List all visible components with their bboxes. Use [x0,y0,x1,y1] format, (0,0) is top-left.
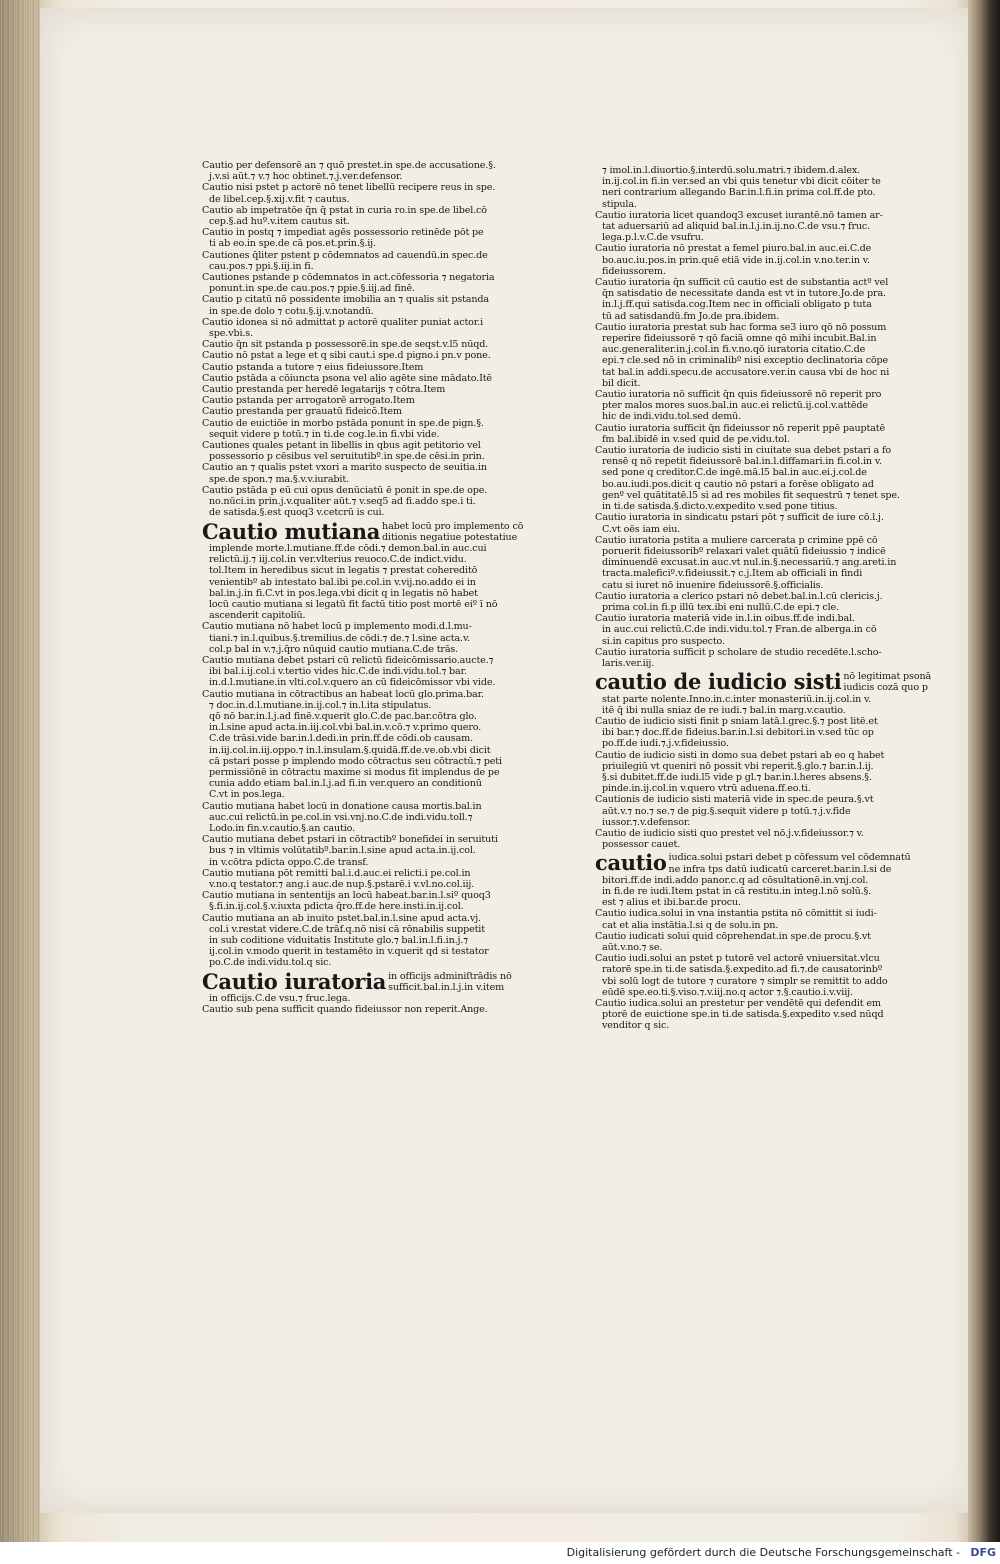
text-line: Cautio an ⁊ qualis pstet vxori a marito suspecto de seuitia.in [202,462,487,474]
text-line: spe.de spon.⁊ ma.§.v.v.iurabit. [209,473,349,485]
text-line: cep.§.ad huº.v.item cautus sit. [209,216,350,228]
text-line: iudica.solui pstari debet p cōfessum vel cōdemnatū [668,852,911,864]
text-line: bil dicit. [602,377,641,389]
text-line: bo.au.iudi.pos.dicit q cautio nō pstari a forēse obligato ad [602,478,874,490]
text-line: Cautio prestanda per grauatū fideicō.Item [202,406,402,418]
text-line: vbi solū logt de tutore ⁊ curatore ⁊ simplr se remittit to addo [602,975,888,987]
text-line: C.vt in pos.lega. [209,789,285,801]
text-line: cunia addo etiam bal.in.l.j.ad fi.in ver.quero an conditionū [209,778,482,790]
text-line: prima col.in fi.p illū tex.ibi eni nullū.C.de epi.⁊ cle. [602,601,839,613]
text-line: auc.generaliter.in.j.col.in fi.v.no.qō iuratoria citatio.C.de [602,344,866,356]
text-line: tol.Item in heredibus sicut in legatis ⁊ prestat cohereditō [209,565,478,577]
text-line: in v.cōtra pdicta oppo.C.de transf. [209,856,369,868]
text-line: de satisda.§.est quoq3 v.cetcrū is cui. [209,507,385,519]
text-line: C.de trāsi.vide bar.in.l.dedi.in prin.ff.de cōdi.ob causam. [209,733,473,745]
text-line: Cautio de iudicio sisti in domo sua debet pstari ab eo q habet [595,749,885,761]
text-line: §.fi.in.ij.col.§.v.iuxta pdicta q̄ro.ff.de here.insti.in.ij.col. [209,901,464,913]
entry-heading-row [202,968,514,994]
text-line: no.nūci.in prin.j.v.qualiter aūt.⁊ v.seq5 ad fi.addo spe.i ti. [209,496,476,508]
text-line: epi.⁊ cle.sed nō in criminalibº nisi exceptio declinatoria cōpe [602,355,889,367]
text-line: catu si iuret nō inuenire fideiussorē.§.officialis. [602,579,824,591]
text-line: iussor.⁊.v.defensor. [602,816,691,828]
text-line: Cautio iuratoria q̄n sufficit cū cautio est de substantia actº vel [595,277,889,289]
text-line: laris.ver.iij. [602,657,655,669]
text-line: Cautio pstanda a tutore ⁊ eius fideiussore.Item [202,361,424,373]
text-line: in sub coditione viduitatis Institute glo.⁊ bal.in.l.fi.in.j.⁊ [209,935,468,947]
text-line: Lodo.in fin.v.cautio.§.an cautio. [209,822,355,834]
text-line: tiani.⁊ in.l.quibus.§.tremilius.de cōdi.⁊ de.⁊ l.sine acta.v. [209,632,470,644]
text-line: spe.vbi.s. [209,328,253,340]
text-line: fm bal.ibidē in v.sed quid de pe.vidu.tol. [602,433,790,445]
text-line: Cautio de iudicio sisti quo prestet vel nō.j.v.fideiussor.⁊ v. [595,827,864,839]
text-line: Cautio iuratoria prestat sub hac forma se3 iuro qō nō possum [595,321,887,333]
text-line: po.C.de indi.vidu.tol.q sic. [209,957,332,969]
text-line: Cautio in postq ⁊ impediat agēs possessorio retinēde pōt pe [202,227,484,239]
text-line: po.ff.de iudi.⁊.j.v.fideiussio. [602,738,729,750]
text-line: Cautio iuratoria a clerico pstari nō debet.bal.in.l.cū clericis.j. [595,590,883,602]
text-line: tū ad satisdandū.fm Jo.de pra.ibidem. [602,310,780,322]
heading-side-text [843,671,932,694]
text-line: Cautio mutiana in cōtractibus an habeat locū glo.prima.bar. [202,688,484,700]
text-line: in.ij.col.in fi.in ver.sed an vbi quis tenetur vbi dicit cōiter te [602,176,881,188]
text-line: Cautio iuratoria pstita a muliere carcerata p crimine ppē cō [595,534,878,546]
left-text-column [202,160,524,1016]
text-line: Cautio ab impetratōe q̄n q̄ pstat in curia ro.in spe.de libel.cō [202,204,487,216]
text-line: nō legitimat psonā [843,671,932,683]
text-line: C.vt oēs iam eiu. [602,523,681,535]
text-line: rensē q nō repetit fideiussorē bal.in.l.diffamari.in fi.col.in v. [602,456,882,468]
text-line: Cautio iuratoria nō prestat a femel piuro.bal.in auc.ei.C.de [595,243,872,255]
text-line: ptorē de euictione spe.in ti.de satisda.§.expedito v.sed nūqd [602,1009,884,1021]
text-line: Cautio iudica.solui an prestetur per vendētē qui defendit em [595,998,881,1010]
text-line: ascenderit capitoliū. [209,610,306,622]
text-line: est ⁊ alius et ibi.bar.de procu. [602,897,741,909]
text-line: iudicis cozā quo p [843,682,928,694]
text-line: permissiōnē in cōtractu maxime si modus fit implendus de pe [209,766,500,778]
text-line: Cautio iudica.solui in vna instantia pstita nō cōmittit si iudi- [595,908,877,920]
text-line: Cautio sub pena sufficit quando fideiussor non reperit.Ange. [202,1004,488,1016]
text-line: ibi bar.⁊ doc.ff.de fideius.bar.in.l.si debitori.in v.sed tūc op [602,727,874,739]
text-line: habet locū pro implemento cō [382,520,524,532]
text-line: in auc.cui relictū.C.de indi.vidu.tol.⁊ Fran.de alberga.in cō [602,624,877,636]
book-spine-shadow [968,0,1000,1542]
entry-heading: Cautio mutiana [202,518,381,544]
text-line: bitori.ff.de indi.addo panor.c.q ad cōsultationē.in.vnj.col. [602,874,869,886]
entry-heading-row [595,669,932,695]
text-line: in officijs.C.de vsu.⁊ fruc.lega. [209,993,351,1005]
text-line: stat parte nolente.Inno.in.c.inter monasteriū.in.ij.col.in v. [602,693,872,705]
text-line: Cautio de euictiōe in morbo pstāda ponunt in spe.de pign.§. [202,417,484,429]
text-line: implende morte.l.mutiane.ff.de cōdi.⁊ demon.bal.in auc.cui [209,542,487,554]
text-line: Cautio mutiana pōt remitti bal.i.d.auc.ei relicti.i pe.col.in [202,867,471,879]
text-line: v.no.q testator.⁊ ang.i auc.de nup.§.pstarē.i v.vl.no.col.iij. [209,879,475,890]
entry-heading-row [595,852,915,874]
text-line: cau.pos.⁊ ppi.§.iij.in fi. [209,260,314,272]
text-line: col.i v.restat videre.C.de trāf.q.nō nisi cā rōnabilis suppetit [209,923,485,935]
text-line: in ti.de satisda.§.dicto.v.expedito v.sed pone titius. [602,501,838,513]
text-line: tat bal.in addi.specu.de accusatore.ver.in causa vbi de hoc ni [602,366,890,378]
text-line: itē q̄ ibi nulla sniaz de re iudi.⁊ bal.in marg.v.cautio. [602,704,846,716]
text-line: sed pone q creditor.C.de ingē.mā.l5 bal.in auc.ei.j.col.de [602,467,867,479]
text-line: in.l.sine apud acta.in.iij.col.vbi bal.in.v.cō.⁊ v.primo quero. [209,722,482,734]
text-line: Cautio mutiana nō habet locū p implemento modi.d.l.mu- [202,621,472,633]
text-line: Cautio prestanda per heredē legatarijs ⁊ cōtra.Item [202,384,446,396]
text-line: Cautio mutiana habet locū in donatione causa mortis.bal.in [202,800,482,812]
footer-bar [0,1542,1000,1564]
text-line: in.l.j.ff.qui satisda.cog.Item nec in officiali obligato p tuta [602,299,872,311]
text-line: Cautio p citatū nō possidente imobilia an ⁊ qualis sit pstanda [202,294,489,306]
text-line: Cautio nisi pstet p actorē nō tenet libellū recipere reus in spe. [202,182,496,194]
text-line: cat et alia instātia.l.si q de solu.in pn. [602,919,779,931]
text-line: priuilegiū vt queniri nō possit vbi reperit.§.glo.⁊ bar.in.l.ij. [602,760,874,772]
text-line: Cautio iuratoria sufficit q̄n fideiussor nō reperit ppē pauptatē [595,422,886,434]
right-text-column [595,165,932,1032]
text-line: Cautio nō pstat a lege et q sibi caut.i spe.d pigno.i pn.v pone. [202,350,491,362]
entry-heading-row [202,518,524,544]
text-line: Cautio mutiana an ab inuito pstet.bal.in.l.sine apud acta.vj. [202,912,481,924]
text-line: Cautio de iudicio sisti finit p sniam latā.l.grec.§.⁊ post litē.et [595,715,878,727]
text-line: possessorio p cēsibus vel seruitutibº.in spe.de cēsi.in prin. [209,451,485,463]
dfg-logo: DFG [970,1546,996,1559]
entry-heading: cautio de iudicio sisti [595,669,842,695]
text-line: q̄n satisdatio de necessitate danda est vt in tutore.Jo.de pra. [602,288,886,300]
text-line: aūt.v.no.⁊ se. [602,942,663,954]
text-line: venditor q sic. [602,1020,670,1032]
text-line: Cautionis de iudicio sisti materiā vide in spec.de peura.§.vt [595,794,874,806]
text-line: Cautio iuratoria de iudicio sisti in ciuitate sua debet pstari a fo [595,445,892,457]
entry-heading: Cautio iuratoria [202,968,387,994]
text-line: fideiussorem. [602,265,666,277]
text-line: in.iij.col.in.iij.oppo.⁊ in.l.insulam.§.quidā.ff.de.ve.ob.vbi dicit [209,744,491,756]
text-line: ne infra tps datū iudicatū carceret.bar.in.l.si de [668,863,892,875]
heading-side-text [382,520,524,543]
text-line: de libel.cep.§.xij.v.fit ⁊ cautus. [209,193,350,205]
text-line: si.in capitus pro suspecto. [602,635,725,647]
text-line: Cautio iudi.solui an pstet p tutorē vel actorē vniuersitat.vlcu [595,953,880,965]
text-line: ratorē spe.in ti.de satisda.§.expedito.ad fi.⁊.de causatorinbº [602,964,883,976]
text-line: Cautio iuratoria materiā vide in.l.in oibus.ff.de indi.bal. [595,613,855,625]
text-line: poruerit fideiussoribº relaxari valet quātū fideiussio ⁊ indicē [602,545,886,557]
text-line: venientibº ab intestato bal.ibi pe.col.in v.vij.no.addo ei in [209,576,476,588]
text-line: cā pstari posse p implendo modo cōtractus seu cōtractū.⁊ peti [209,755,502,767]
text-line: stipula. [602,198,637,210]
text-line: in officijs adminiſtrādis nō [388,970,512,982]
text-line: qō nō bar.in.l.j.ad finē.v.querit glo.C.de pac.bar.cōtra glo. [209,710,477,722]
text-line: lega.p.l.v.C.de vsufru. [602,232,704,244]
text-line: genº vel quātitatē.l5 si ad res mobiles fit sequestrū ⁊ tenet spe. [602,489,900,501]
text-line: Cautiones quales petant in libellis in qbus agit petitorio vel [202,440,481,452]
text-line: bus ⁊ in vltimis volūtatibº.bar.in.l.sine apud acta.in.ij.col. [209,845,476,857]
text-line: locū cautio mutiana si legatū fit factū titio post mortē eiº ī nō [209,598,498,610]
text-line: ti ab eo.in spe.de cā pos.et.prin.§.ij. [209,238,376,250]
text-line: ponunt.in spe.de cau.pos.⁊ ppie.§.iij.ad finē. [209,283,415,295]
digitization-notice: Digitalisierung gefördert durch die Deutsche Forschungsgemeinschaft - [566,1546,960,1559]
entry-heading: cautio [595,850,667,876]
text-line: Cautio mutiana debet pstari cū relictū fideicōmissario.aucte.⁊ [202,654,494,666]
text-line: bal.in.j.in fi.C.vt in pos.lega.vbi dicit q in legatis nō habet [209,587,478,599]
page-stack-left-edge [0,0,40,1542]
text-line: ditionis negatiue potestatiue [382,531,518,543]
text-line: ij.col.in v.modo querit in testamēto in v.querit qd si testator [209,946,489,958]
text-line: Cautio pstāda a cōiuncta psona vel alio agēte sine mādato.Itē [202,372,492,384]
text-line: Cautio iuratoria nō sufficit q̄n quis fideiussorē nō reperit pro [595,389,882,401]
text-line: Cautio per defensorē an ⁊ quō prestet.in spe.de accusatione.§. [202,160,496,171]
text-line: diminuendē excusat.in auc.vt nul.in.§.necessariū.⁊ ang.areti.in [602,557,897,569]
text-line: aūt.v.⁊ no.⁊ se.⁊ de pig.§.sequit videre p totū.⁊.j.v.fide [602,805,851,817]
text-line: Cautio mutiana debet pstari in cōtractibº bonefidei in seruituti [202,834,498,846]
text-line: in fi.de re iudi.Item pstat in cā restitu.in integ.l.nō solū.§. [602,886,872,897]
text-line: Cautiones pstande p cōdemnatos in act.cōfessoria ⁊ negatoria [202,272,495,284]
text-line: pinde.in.ij.col.in v.quero vtrū aduena.ff.eo.ti. [602,783,811,795]
text-line: j.v.si aūt.⁊ v.⁊ hoc obtinet.⁊.j.ver.defensor. [209,171,403,183]
text-line: bo.auc.iu.pos.in prin.quē etiā vide in.ij.col.in v.no.ter.in v. [602,254,870,266]
text-line: sufficit.bal.in.l.j.in v.item [388,981,505,993]
text-line: pter malos mores suos.bal.in auc.ei relictū.ij.col.v.attēde [602,400,868,412]
text-line: Cautiones q̄liter pstent p cōdemnatos ad cauendū.in spec.de [202,249,488,261]
text-line: ⁊ doc.in.d.l.mutiane.in.ij.col.⁊ in.l.ita stipulatus. [209,699,432,711]
text-line: sequit videre p totū.⁊ in ti.de cog.le.in fi.vbi vide. [209,428,440,440]
text-line: in spe.de dolo ⁊ cotu.§.ij.v.notandū. [209,305,374,317]
heading-side-text [388,971,514,993]
text-line: Cautio pstanda per arrogatorē arrogato.Item [202,395,415,407]
text-line: possessor cauet. [602,839,681,851]
text-line: Cautio idonea si nō admittat p actorē qualiter puniat actor.i [202,316,483,328]
text-line: Cautio iuratoria in sindicatu pstari pōt ⁊ sufficit de iure cō.l.j. [595,512,884,524]
text-line: Cautio mutiana in sententijs an locū habeat.bar.in.l.siº quoq3 [202,890,491,902]
text-line: col.p bal in v.⁊.j.q̄ro nūquid cautio mutiana.C.de trās. [209,643,459,655]
text-line: Cautio iuratoria sufficit p scholare de studio recedēte.l.scho- [595,646,882,658]
text-line: §.si dubitet.ff.de iudi.l5 vide p gl.⁊ bar.in.l.heres absens.§. [602,771,872,783]
text-line: neri contrarium allegando Bar.in.l.fi.in prima col.ff.de pto. [602,187,876,199]
text-line: Cautio iudicati solui quid cōprehendat.in spe.de procu.§.vt [595,930,871,942]
text-line: reperire fideiussorē ⁊ qō faciā omne qō mihi incubit.Bal.in [602,333,877,345]
text-line: Cautio iuratoria licet quandoq3 excuset iurantē.nō tamen ar- [595,209,883,221]
text-line: in.d.l.mutiane.in vlti.col.v.quero an cū fideicōmissor vbi vide. [209,677,496,689]
text-line: ⁊ imol.in.l.diuortio.§.interdū.solu.matri.⁊ ibidem.d.alex. [602,165,861,176]
text-line: Cautio pstāda p eū cui opus denūciatū ē ponit in spe.de ope. [202,484,488,496]
text-line: eūdē spe.eo.ti.§.viso.⁊.v.iij.no.q actor ⁊.§.cautio.i.v.viij. [602,986,853,998]
text-line: hic de indi.vidu.tol.sed demū. [602,411,742,423]
text-line: ibi bal.i.ij.col.i v.tertio vides hic.C.de indi.vidu.tol.⁊ bar. [209,666,467,678]
text-line: Cautio q̄n sit pstanda p possessorē.in spe.de seqst.v.l5 nūqd. [202,339,489,351]
text-line: tat aduersariū ad aliquid bal.in.l.j.in.ij.no.C.de vsu.⁊ fruc. [602,221,871,233]
heading-side-text [669,852,915,874]
text-line: auc.cui relictū.in pe.col.in vsi.vnj.no.C.de indi.vidu.toll.⁊ [209,811,473,823]
text-line: tracta.maleficiº.v.fideiussit.⁊ c.j.Item ab officiali in findi [602,568,863,580]
text-line: relictū.ij.⁊ iij.col.in ver.vlterius reuoco.C.de indict.vidu. [209,554,467,566]
